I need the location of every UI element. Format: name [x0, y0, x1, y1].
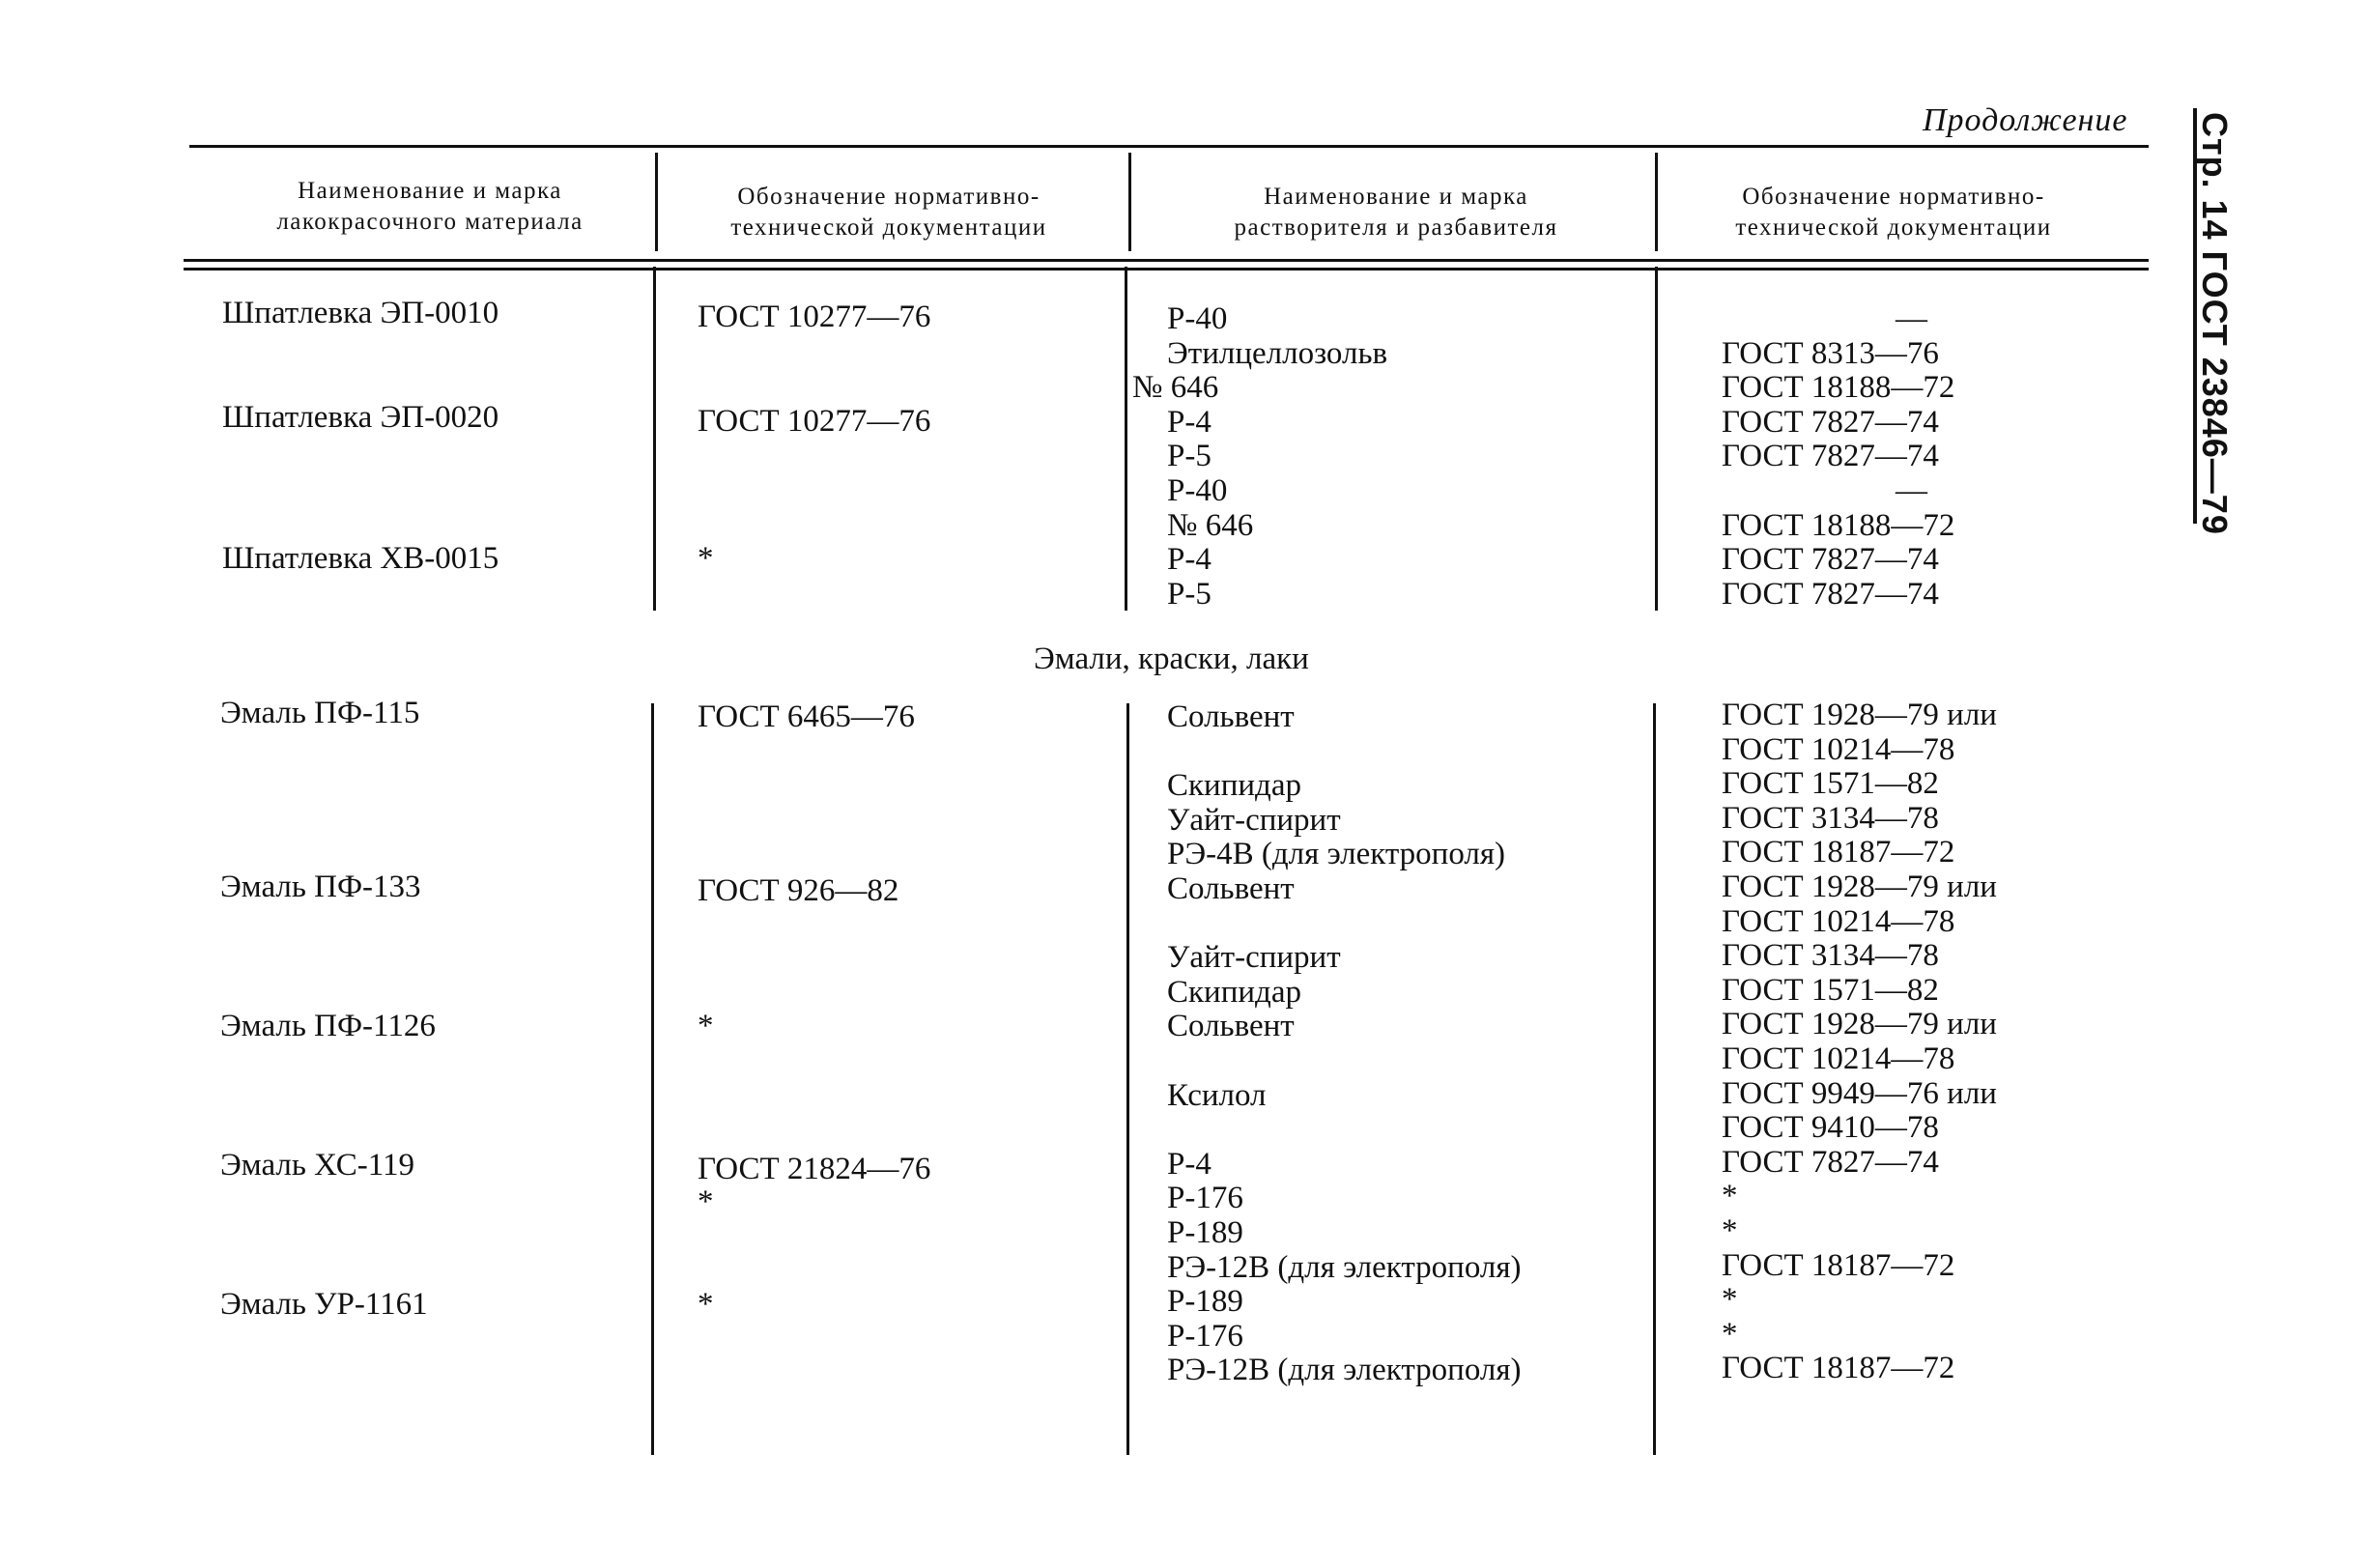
solvent-doc: ГОСТ 1928—79 или: [1722, 1007, 1997, 1042]
solvent-doc-list: [1722, 698, 1997, 1385]
solvent-name: Р-5: [1167, 576, 1212, 612]
material-doc: *: [698, 541, 714, 576]
block2-divider-1: [651, 703, 654, 1455]
solvent-name: Этилцеллозольв: [1167, 335, 1388, 371]
header-divider-3: [1655, 153, 1658, 251]
solvent-name: Р-5: [1167, 439, 1212, 474]
header-divider-1: [655, 153, 658, 251]
solvent-doc: ГОСТ 10214—78: [1722, 731, 1955, 767]
solvent-doc: ГОСТ 7827—74: [1722, 1144, 1939, 1180]
block1-divider-2: [1125, 267, 1127, 611]
solvent-doc: ГОСТ 3134—78: [1722, 938, 1939, 974]
header-divider-2: [1128, 153, 1131, 251]
solvent-doc: *: [1722, 1179, 1738, 1214]
header-solvent-line-2: растворителя и разбавителя: [1234, 214, 1558, 241]
header-bottom-rule-2: [184, 268, 2149, 271]
solvent-name: Р-40: [1167, 472, 1228, 508]
solvent-doc: ГОСТ 18187—72: [1722, 1247, 1955, 1283]
header-material-line-1: Наименование и марка: [298, 178, 562, 204]
solvent-name: Уайт-спирит: [1167, 802, 1341, 838]
solvent-name: Р-4: [1167, 404, 1212, 440]
material-doc: *: [698, 1184, 714, 1219]
solvent-doc: ГОСТ 9949—76 или: [1722, 1075, 1997, 1111]
solvent-name: Сольвент: [1167, 870, 1295, 906]
header-solvent-doc-line-2: технической документации: [1735, 214, 2052, 241]
solvent-doc: ГОСТ 1928—79 или: [1722, 869, 1997, 904]
solvent-name: № 646: [1132, 370, 1219, 406]
material-doc: ГОСТ 10277—76: [698, 299, 931, 334]
solvent-doc-list: [1722, 301, 1954, 611]
solvent-name: Скипидар: [1167, 974, 1301, 1010]
header-top-rule: [189, 145, 2149, 148]
solvent-name: Р-176: [1167, 1318, 1243, 1354]
material-name: Эмаль ПФ-115: [220, 696, 420, 730]
solvent-doc: ГОСТ 7827—74: [1722, 404, 1939, 440]
header-material-doc-line-2: технической документации: [730, 214, 1047, 241]
solvent-doc: *: [1722, 1282, 1738, 1318]
solvent-name: Сольвент: [1167, 699, 1295, 734]
section-title: Эмали, краски, лаки: [1034, 641, 1309, 676]
solvent-name: Скипидар: [1167, 768, 1301, 804]
page-side-label: Стр. 14 ГОСТ 23846—79: [2195, 112, 2235, 535]
header-solvent-doc-line-1: Обозначение нормативно-: [1742, 184, 2045, 210]
solvent-doc: *: [1722, 1212, 1738, 1248]
block1-divider-3: [1655, 267, 1658, 611]
material-name: Эмаль УР-1161: [220, 1287, 428, 1322]
solvent-doc: ГОСТ 18187—72: [1722, 1351, 1955, 1386]
header-material-doc: [667, 182, 1111, 243]
solvent-name: Сольвент: [1167, 1009, 1295, 1044]
solvent-name: Р-176: [1167, 1181, 1243, 1216]
solvent-doc: *: [1722, 1316, 1738, 1352]
material-doc: *: [698, 1287, 714, 1322]
solvent-name: [1167, 734, 1522, 769]
solvent-doc: ГОСТ 1571—82: [1722, 766, 1939, 802]
continuation-label: Продолжение: [1923, 102, 2128, 138]
solvent-doc: ГОСТ 10214—78: [1722, 1041, 1955, 1076]
solvent-doc: ГОСТ 7827—74: [1722, 542, 1939, 578]
solvent-doc: —: [1896, 301, 1927, 336]
block2-divider-3: [1653, 703, 1656, 1455]
solvent-name: Р-4: [1167, 542, 1212, 578]
solvent-name: [1167, 1112, 1522, 1147]
solvent-doc: ГОСТ 18188—72: [1722, 370, 1955, 406]
header-material-line-2: лакокрасочного материала: [276, 209, 584, 235]
material-name: Эмаль ХС-119: [220, 1148, 414, 1183]
solvent-list: [1132, 301, 1388, 612]
block2-divider-2: [1126, 703, 1129, 1455]
material-name: Шпатлевка ХВ-0015: [222, 541, 499, 576]
material-name: Шпатлевка ЭП-0010: [222, 296, 499, 330]
solvent-doc: ГОСТ 10214—78: [1722, 903, 1955, 939]
solvent-name: [1167, 906, 1522, 941]
header-solvent-line-1: Наименование и марка: [1264, 184, 1528, 210]
solvent-doc: ГОСТ 1928—79 или: [1722, 698, 1997, 732]
material-doc: ГОСТ 21824—76: [698, 1152, 931, 1186]
solvent-name: Р-4: [1167, 1146, 1212, 1182]
material-doc: *: [698, 1009, 714, 1043]
solvent-doc: ГОСТ 8313—76: [1722, 335, 1939, 371]
solvent-list: [1167, 699, 1522, 1387]
solvent-name: № 646: [1167, 507, 1254, 543]
solvent-doc: ГОСТ 7827—74: [1722, 576, 1939, 612]
header-solvent-doc: [1671, 182, 2116, 243]
solvent-name: РЭ-4В (для электрополя): [1167, 837, 1506, 872]
solvent-name: РЭ-12В (для электрополя): [1167, 1249, 1522, 1285]
material-doc: ГОСТ 6465—76: [698, 699, 915, 734]
solvent-doc: —: [1896, 472, 1927, 508]
solvent-doc: ГОСТ 3134—78: [1722, 800, 1939, 836]
material-name: Шпатлевка ЭП-0020: [222, 400, 499, 435]
header-bottom-rule-1: [184, 259, 2149, 262]
solvent-name: [1167, 1043, 1522, 1078]
block1-divider-1: [653, 267, 656, 611]
solvent-name: РЭ-12В (для электрополя): [1167, 1353, 1522, 1388]
solvent-name: Р-40: [1167, 301, 1228, 336]
solvent-doc: ГОСТ 9410—78: [1722, 1110, 1939, 1146]
solvent-name: Р-189: [1167, 1214, 1243, 1250]
header-material-doc-line-1: Обозначение нормативно-: [737, 184, 1040, 210]
header-material: [208, 176, 652, 238]
header-solvent: [1159, 182, 1633, 243]
material-doc: ГОСТ 10277—76: [698, 404, 931, 439]
solvent-doc: ГОСТ 18187—72: [1722, 835, 1955, 870]
material-name: Эмаль ПФ-133: [220, 870, 421, 904]
solvent-name: Р-189: [1167, 1284, 1243, 1320]
solvent-doc: ГОСТ 18188—72: [1722, 507, 1955, 543]
solvent-doc: ГОСТ 7827—74: [1722, 439, 1939, 474]
solvent-name: Уайт-спирит: [1167, 940, 1341, 976]
material-name: Эмаль ПФ-1126: [220, 1009, 436, 1043]
solvent-doc: ГОСТ 1571—82: [1722, 972, 1939, 1008]
solvent-name: Ксилол: [1167, 1077, 1267, 1113]
material-doc: ГОСТ 926—82: [698, 873, 899, 908]
